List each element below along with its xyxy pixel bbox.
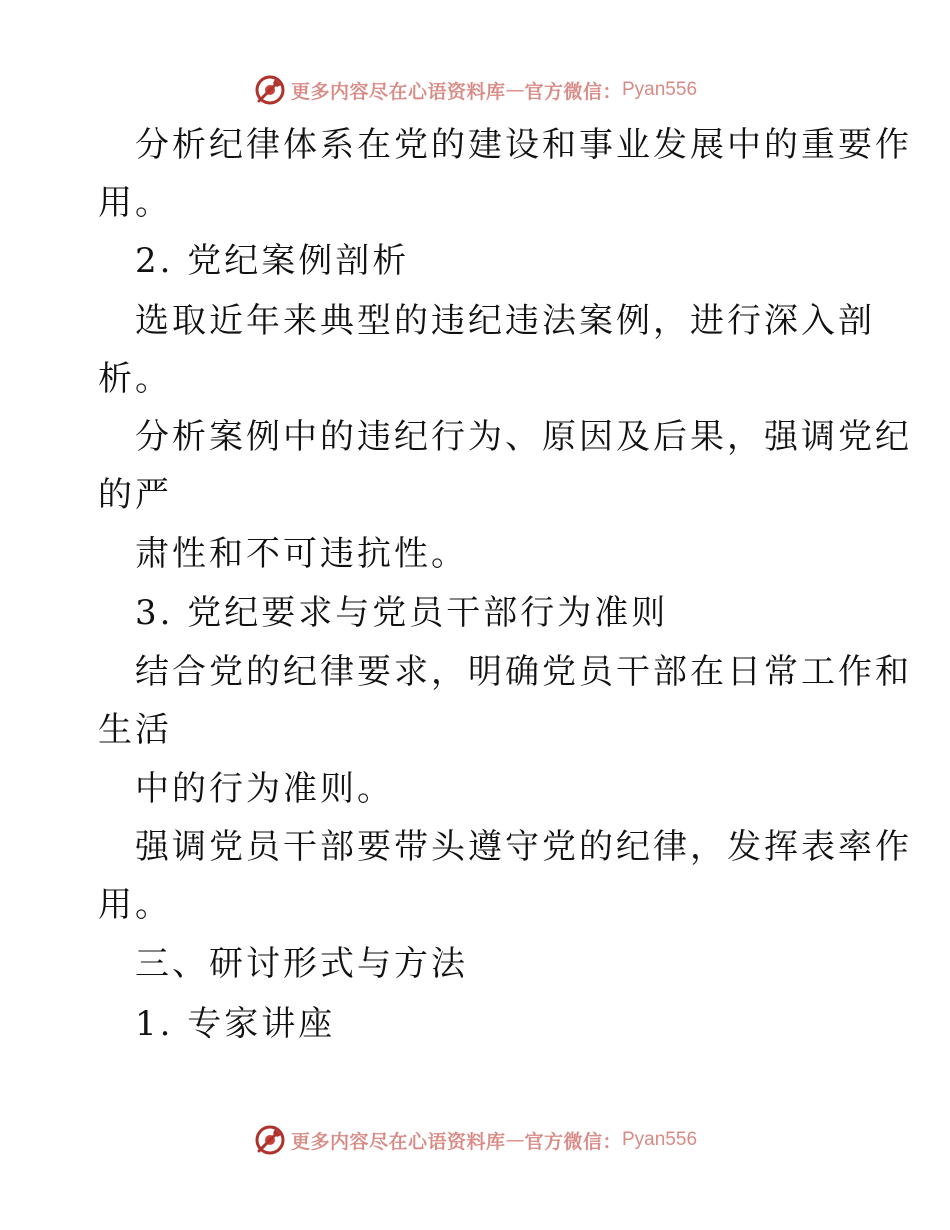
logo-icon bbox=[253, 1123, 287, 1157]
banner-wechat-id: Pyan556 bbox=[622, 1129, 698, 1150]
section-heading: 三、研讨形式与方法 bbox=[135, 944, 468, 984]
banner-wechat-label: 官方微信： bbox=[524, 1130, 622, 1153]
body-line: 分析纪律体系在党的建设和事业发展中的重要作 bbox=[135, 125, 912, 165]
header-banner bbox=[0, 70, 950, 110]
banner-separator: — bbox=[505, 79, 525, 101]
section-heading: 2. 党纪案例剖析 bbox=[135, 241, 410, 281]
body-line: 用。 bbox=[98, 183, 172, 223]
body-line: 选取近年来典型的违纪违法案例，进行深入剖 bbox=[135, 301, 875, 341]
banner-separator: — bbox=[505, 1129, 525, 1151]
body-line: 生活 bbox=[98, 710, 172, 750]
section-heading: 1. 专家讲座 bbox=[135, 1004, 336, 1044]
body-line: 结合党的纪律要求，明确党员干部在日常工作和 bbox=[135, 652, 912, 692]
body-line: 的严 bbox=[98, 475, 172, 515]
body-line: 析。 bbox=[98, 359, 172, 399]
banner-wechat-label: 官方微信： bbox=[524, 80, 622, 103]
footer-banner bbox=[0, 1120, 950, 1160]
body-line: 用。 bbox=[98, 885, 172, 925]
body-line: 中的行为准则。 bbox=[135, 769, 394, 809]
banner-wechat-id: Pyan556 bbox=[622, 79, 698, 100]
body-line: 强调党员干部要带头遵守党的纪律，发挥表率作 bbox=[135, 827, 912, 867]
body-line: 肃性和不可违抗性。 bbox=[135, 534, 468, 574]
logo-icon bbox=[253, 73, 287, 107]
body-line: 分析案例中的违纪行为、原因及后果，强调党纪 bbox=[135, 417, 912, 457]
banner-text: 更多内容尽在心语资料库 bbox=[290, 1130, 506, 1153]
section-heading: 3. 党纪要求与党员干部行为准则 bbox=[135, 593, 669, 633]
banner-text: 更多内容尽在心语资料库 bbox=[290, 80, 506, 103]
